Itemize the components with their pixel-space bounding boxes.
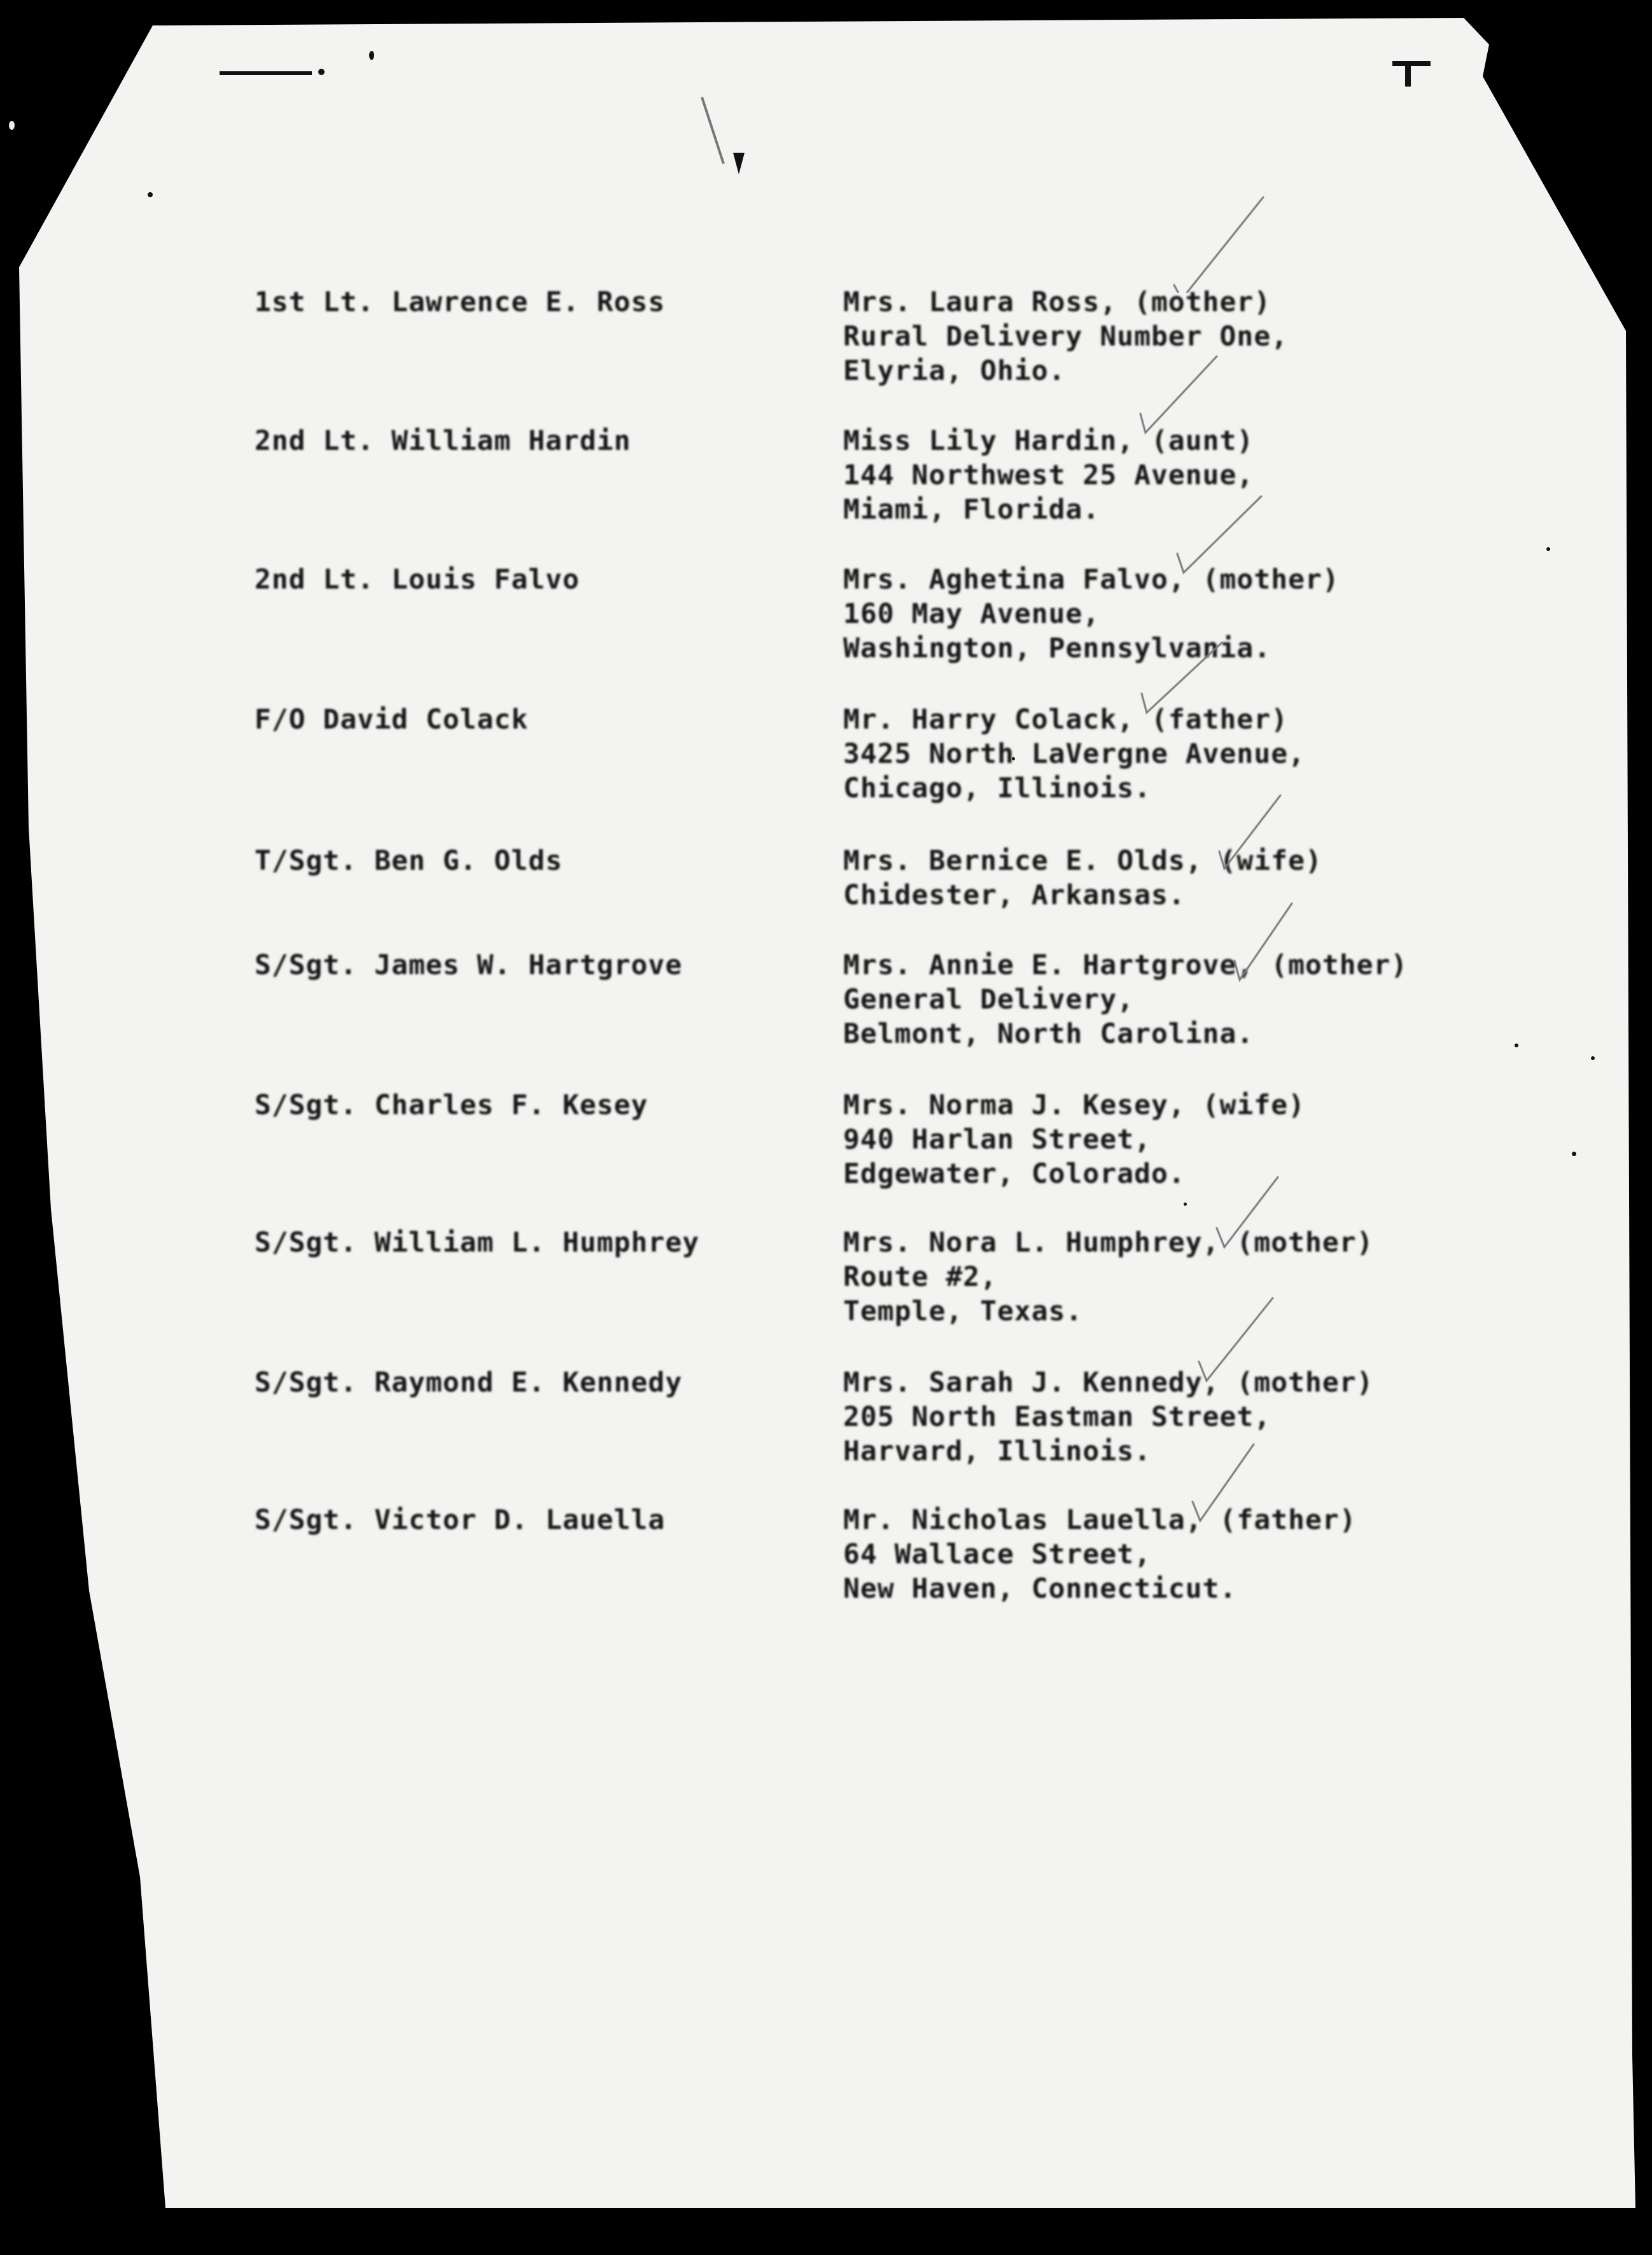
checkmark-icon xyxy=(1134,344,1236,445)
address-line: Mrs. Annie E. Hartgrove, (mother) xyxy=(843,949,1408,981)
checkmark-icon xyxy=(1210,776,1312,878)
address-line: 205 North Eastman Street, xyxy=(843,1401,1271,1433)
scan-artifact-speck xyxy=(1591,1056,1595,1060)
address-line: Mr. Nicholas Lauella, (father) xyxy=(843,1504,1357,1536)
address-line: Route #2, xyxy=(843,1261,997,1293)
scan-artifact-speck xyxy=(369,51,374,60)
crew-member-name: S/Sgt. Raymond E. Kennedy xyxy=(255,1367,683,1399)
address-line: 64 Wallace Street, xyxy=(843,1539,1151,1570)
scan-artifact-speck xyxy=(1515,1044,1518,1047)
crew-member-name: S/Sgt. Victor D. Lauella xyxy=(255,1504,666,1536)
scan-artifact-speck xyxy=(1184,1203,1187,1206)
address-line: Washington, Pennsylvania. xyxy=(843,632,1271,664)
address-line: Chidester, Arkansas. xyxy=(843,879,1186,911)
scan-artifact-dash xyxy=(220,71,312,75)
address-line: Mrs. Sarah J. Kennedy, (mother) xyxy=(843,1367,1374,1399)
address-line: Mrs. Aghetina Falvo, (mother) xyxy=(843,564,1340,596)
address-line: Mrs. Bernice E. Olds, (wife) xyxy=(843,845,1322,877)
checkmark-icon xyxy=(1168,191,1270,293)
crew-member-name: 2nd Lt. William Hardin xyxy=(255,425,631,457)
address-line: Mrs. Nora L. Humphrey, (mother) xyxy=(843,1227,1374,1259)
address-line: Chicago, Illinois. xyxy=(843,772,1151,804)
checkmark-icon xyxy=(1228,891,1330,993)
crew-member-name: F/O David Colack xyxy=(255,704,529,736)
checkmark-icon xyxy=(1184,1425,1285,1527)
address-line: Harvard, Illinois. xyxy=(843,1435,1151,1467)
address-line: 3425 North LaVergne Avenue, xyxy=(843,738,1305,770)
checkmark-icon xyxy=(1190,1285,1292,1387)
scan-artifact-speck xyxy=(1546,547,1550,551)
checkmark-icon xyxy=(1208,1164,1310,1266)
checkmark-icon xyxy=(1133,630,1235,732)
address-line: 144 Northwest 25 Avenue, xyxy=(843,459,1254,491)
address-line: Rural Delivery Number One, xyxy=(843,321,1289,353)
crew-member-name: 1st Lt. Lawrence E. Ross xyxy=(255,286,666,318)
scan-artifact-corner-mark xyxy=(1405,61,1411,87)
address-line: General Delivery, xyxy=(843,984,1135,1016)
crew-member-name: S/Sgt. William L. Humphrey xyxy=(255,1227,700,1259)
scan-artifact-speck xyxy=(148,192,153,197)
address-line: Miami, Florida. xyxy=(843,494,1100,526)
address-line: Temple, Texas. xyxy=(843,1295,1083,1327)
address-line: Edgewater, Colorado. xyxy=(843,1158,1186,1190)
checkmark-icon xyxy=(1172,484,1274,585)
crew-member-name: S/Sgt. James W. Hartgrove xyxy=(255,949,683,981)
next-of-kin-address xyxy=(843,1365,1374,1469)
scan-artifact-corner-mark xyxy=(1392,61,1431,66)
address-line: Mrs. Laura Ross, (mother) xyxy=(843,286,1271,318)
crew-member-name: S/Sgt. Charles F. Kesey xyxy=(255,1089,648,1121)
crew-member-name: 2nd Lt. Louis Falvo xyxy=(255,564,580,596)
scan-artifact-speck xyxy=(9,121,15,130)
scan-artifact-speck xyxy=(1572,1152,1576,1156)
address-line: Mrs. Norma J. Kesey, (wife) xyxy=(843,1089,1305,1121)
address-line: New Haven, Connecticut. xyxy=(843,1573,1237,1605)
address-line: 160 May Avenue, xyxy=(843,598,1100,630)
address-line: Mr. Harry Colack, (father) xyxy=(843,704,1289,736)
scan-artifact-speck xyxy=(318,69,325,75)
address-line: Belmont, North Carolina. xyxy=(843,1018,1254,1050)
address-line: 940 Harlan Street, xyxy=(843,1124,1151,1155)
crew-member-name: T/Sgt. Ben G. Olds xyxy=(255,845,563,877)
address-line: Miss Lily Hardin, (aunt) xyxy=(843,425,1254,457)
address-line: Elyria, Ohio. xyxy=(843,355,1066,387)
